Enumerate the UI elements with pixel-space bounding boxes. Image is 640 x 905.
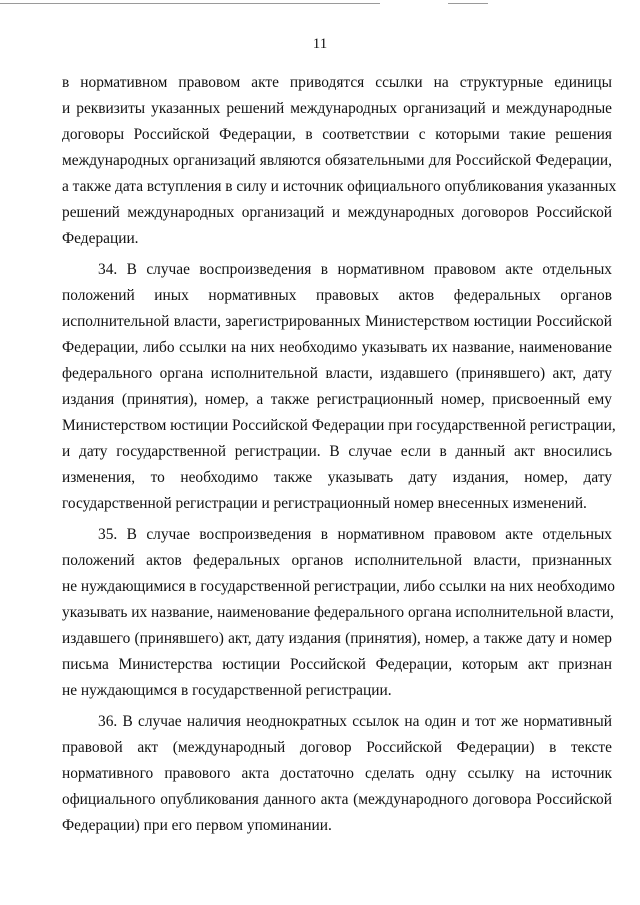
text-line: и реквизиты указанных решений международных организаций и международные [62, 100, 612, 117]
text-line: 34. В случае воспроизведения в нормативном правовом акте отдельных [98, 261, 612, 278]
text-line: Министерством юстиции Российской Федерации при государственной регистрации, [62, 417, 616, 434]
text-line: Федерации, либо ссылки на них необходимо указывать их название, наименование [62, 339, 612, 356]
text-line: и дату государственной регистрации. В случае если в данный акт вносились [62, 443, 612, 460]
page-number: 11 [312, 36, 328, 52]
paragraph-continuation [62, 70, 617, 252]
text-line: решений международных организаций и международных договоров Российской [62, 204, 612, 221]
text-line: исполнительной власти, зарегистрированных Министерством юстиции Российской [62, 313, 612, 330]
text-line: не нуждающимися в государственной регистрации, либо ссылки на них необходимо [62, 578, 615, 595]
text-line: официального опубликования данного акта (международного договора Российской [62, 791, 612, 808]
text-line: 36. В случае наличия неоднократных ссылок на один и тот же нормативный [98, 713, 612, 730]
text-line: а также дата вступления в силу и источник официального опубликования указанных [62, 178, 617, 195]
text-line: изменения, то необходимо также указывать дату издания, номер, дату [62, 469, 612, 486]
text-line: 35. В случае воспроизведения в нормативном правовом акте отдельных [98, 526, 612, 543]
text-line: положений актов федеральных органов исполнительной власти, признанных [62, 552, 612, 569]
text-line: Федерации) при его первом упоминании. [62, 817, 332, 834]
text-line: нормативного правового акта достаточно сделать одну ссылку на источник [62, 765, 612, 782]
paragraph-item-34 [62, 257, 616, 517]
document-body [62, 70, 617, 839]
text-line: Федерации. [62, 230, 139, 247]
text-line: государственной регистрации и регистрационный номер внесенных изменений. [62, 495, 587, 512]
text-line: федерального органа исполнительной власти, издавшего (принявшего) акт, дату [62, 365, 612, 382]
text-line: письма Министерства юстиции Российской Федерации, которым акт признан [62, 656, 612, 673]
text-line: международных организаций являются обязательными для Российской Федерации, [62, 152, 612, 169]
text-line: указывать их название, наименование федерального органа исполнительной власти, [62, 604, 614, 621]
text-line: положений иных нормативных правовых актов федеральных органов [62, 287, 612, 304]
scan-top-edge-line [0, 3, 380, 4]
text-line: не нуждающимся в государственной регистрации. [62, 682, 392, 699]
text-line: издавшего (принявшего) акт, дату издания (принятия), номер, а также дату и номер [62, 630, 612, 647]
paragraph-item-36 [62, 709, 612, 839]
text-line: издания (принятия), номер, а также регистрационный номер, присвоенный ему [62, 391, 612, 408]
text-line: договоры Российской Федерации, в соответствии с которыми такие решения [62, 126, 612, 143]
text-line: правовой акт (международный договор Российской Федерации) в тексте [62, 739, 612, 756]
scan-top-edge-mark [448, 3, 488, 4]
paragraph-item-35 [62, 522, 615, 704]
text-line: в нормативном правовом акте приводятся ссылки на структурные единицы [62, 74, 612, 91]
